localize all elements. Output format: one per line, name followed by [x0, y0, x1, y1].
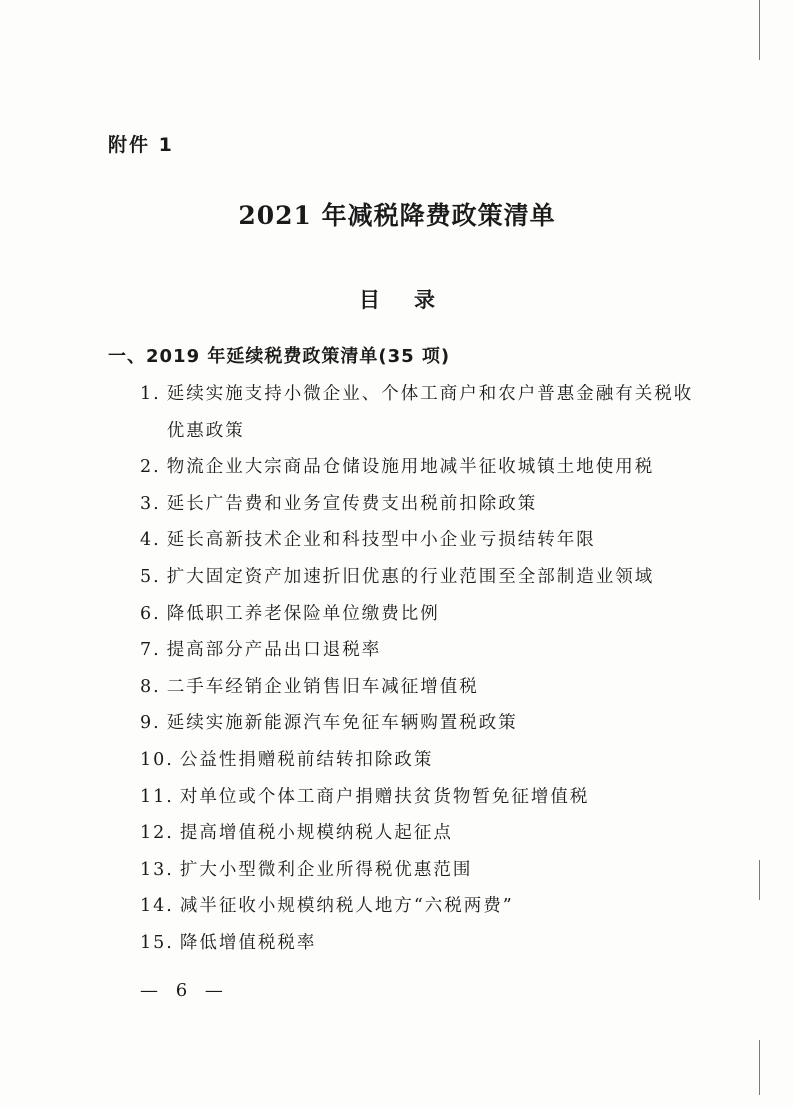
- attachment-label: 附件 1: [108, 134, 174, 156]
- item-text: 延长广告费和业务宣传费支出税前扣除政策: [166, 493, 538, 514]
- toc-heading: 目录: [359, 288, 469, 312]
- item-number: 7.: [140, 640, 161, 661]
- item-text: 提高部分产品出口退税率: [166, 640, 382, 661]
- list-item: [140, 486, 700, 523]
- item-number: 10.: [140, 749, 174, 770]
- item-number: 12.: [140, 823, 174, 844]
- list-item: [140, 632, 700, 669]
- item-number: 6.: [140, 603, 161, 624]
- item-number: 15.: [140, 932, 174, 953]
- item-text: 二手车经销企业销售旧车减征增值税: [166, 676, 479, 697]
- item-text: 扩大固定资产加速折旧优惠的行业范围至全部制造业领域: [166, 566, 655, 587]
- list-item: [140, 705, 700, 742]
- list-item: [140, 779, 700, 816]
- item-number: 13.: [140, 859, 174, 880]
- list-item: [140, 815, 700, 852]
- item-text: 降低增值税税率: [179, 932, 317, 953]
- item-number: 9.: [140, 713, 161, 734]
- item-text: 对单位或个体工商户捐赠扶贫货物暂免征增值税: [179, 786, 590, 807]
- list-item: [140, 376, 700, 449]
- item-text: 提高增值税小规模纳税人起征点: [179, 823, 453, 844]
- item-number: 3.: [140, 493, 161, 514]
- page-number: — 6 —: [140, 980, 229, 1001]
- item-number: 5.: [140, 566, 161, 587]
- item-text: 物流企业大宗商品仓储设施用地减半征收城镇土地使用税: [166, 457, 655, 478]
- list-item: [140, 669, 700, 706]
- item-number: 8.: [140, 676, 161, 697]
- policy-list: [140, 376, 700, 962]
- list-item: [140, 449, 700, 486]
- list-item: [140, 742, 700, 779]
- scan-edge-mark: [759, 860, 760, 900]
- item-text: 延长高新技术企业和科技型中小企业亏损结转年限: [166, 530, 596, 551]
- item-number: 2.: [140, 457, 161, 478]
- list-item: [140, 596, 700, 633]
- item-number: 1.: [140, 384, 161, 404]
- item-text: 扩大小型微利企业所得税优惠范围: [179, 859, 473, 880]
- item-number: 11.: [140, 786, 174, 807]
- list-item: [140, 888, 700, 925]
- item-text: 延续实施支持小微企业、个体工商户和农户普惠金融有关税收优惠政策: [166, 384, 694, 441]
- item-text: 减半征收小规模纳税人地方“六税两费”: [179, 896, 514, 917]
- scan-edge-mark: [759, 0, 760, 60]
- item-text: 公益性捐赠税前结转扣除政策: [179, 749, 434, 770]
- page-title: 2021 年减税降费政策清单: [238, 201, 556, 230]
- scan-edge-mark: [759, 1040, 760, 1095]
- list-item: [140, 852, 700, 889]
- section-heading: 一、2019 年延续税费政策清单(35 项): [108, 346, 451, 367]
- item-text: 降低职工养老保险单位缴费比例: [166, 603, 440, 624]
- list-item: [140, 559, 700, 596]
- item-number: 4.: [140, 530, 161, 551]
- list-item: [140, 522, 700, 559]
- item-number: 14.: [140, 896, 174, 917]
- item-text: 延续实施新能源汽车免征车辆购置税政策: [166, 713, 518, 734]
- list-item: [140, 925, 700, 962]
